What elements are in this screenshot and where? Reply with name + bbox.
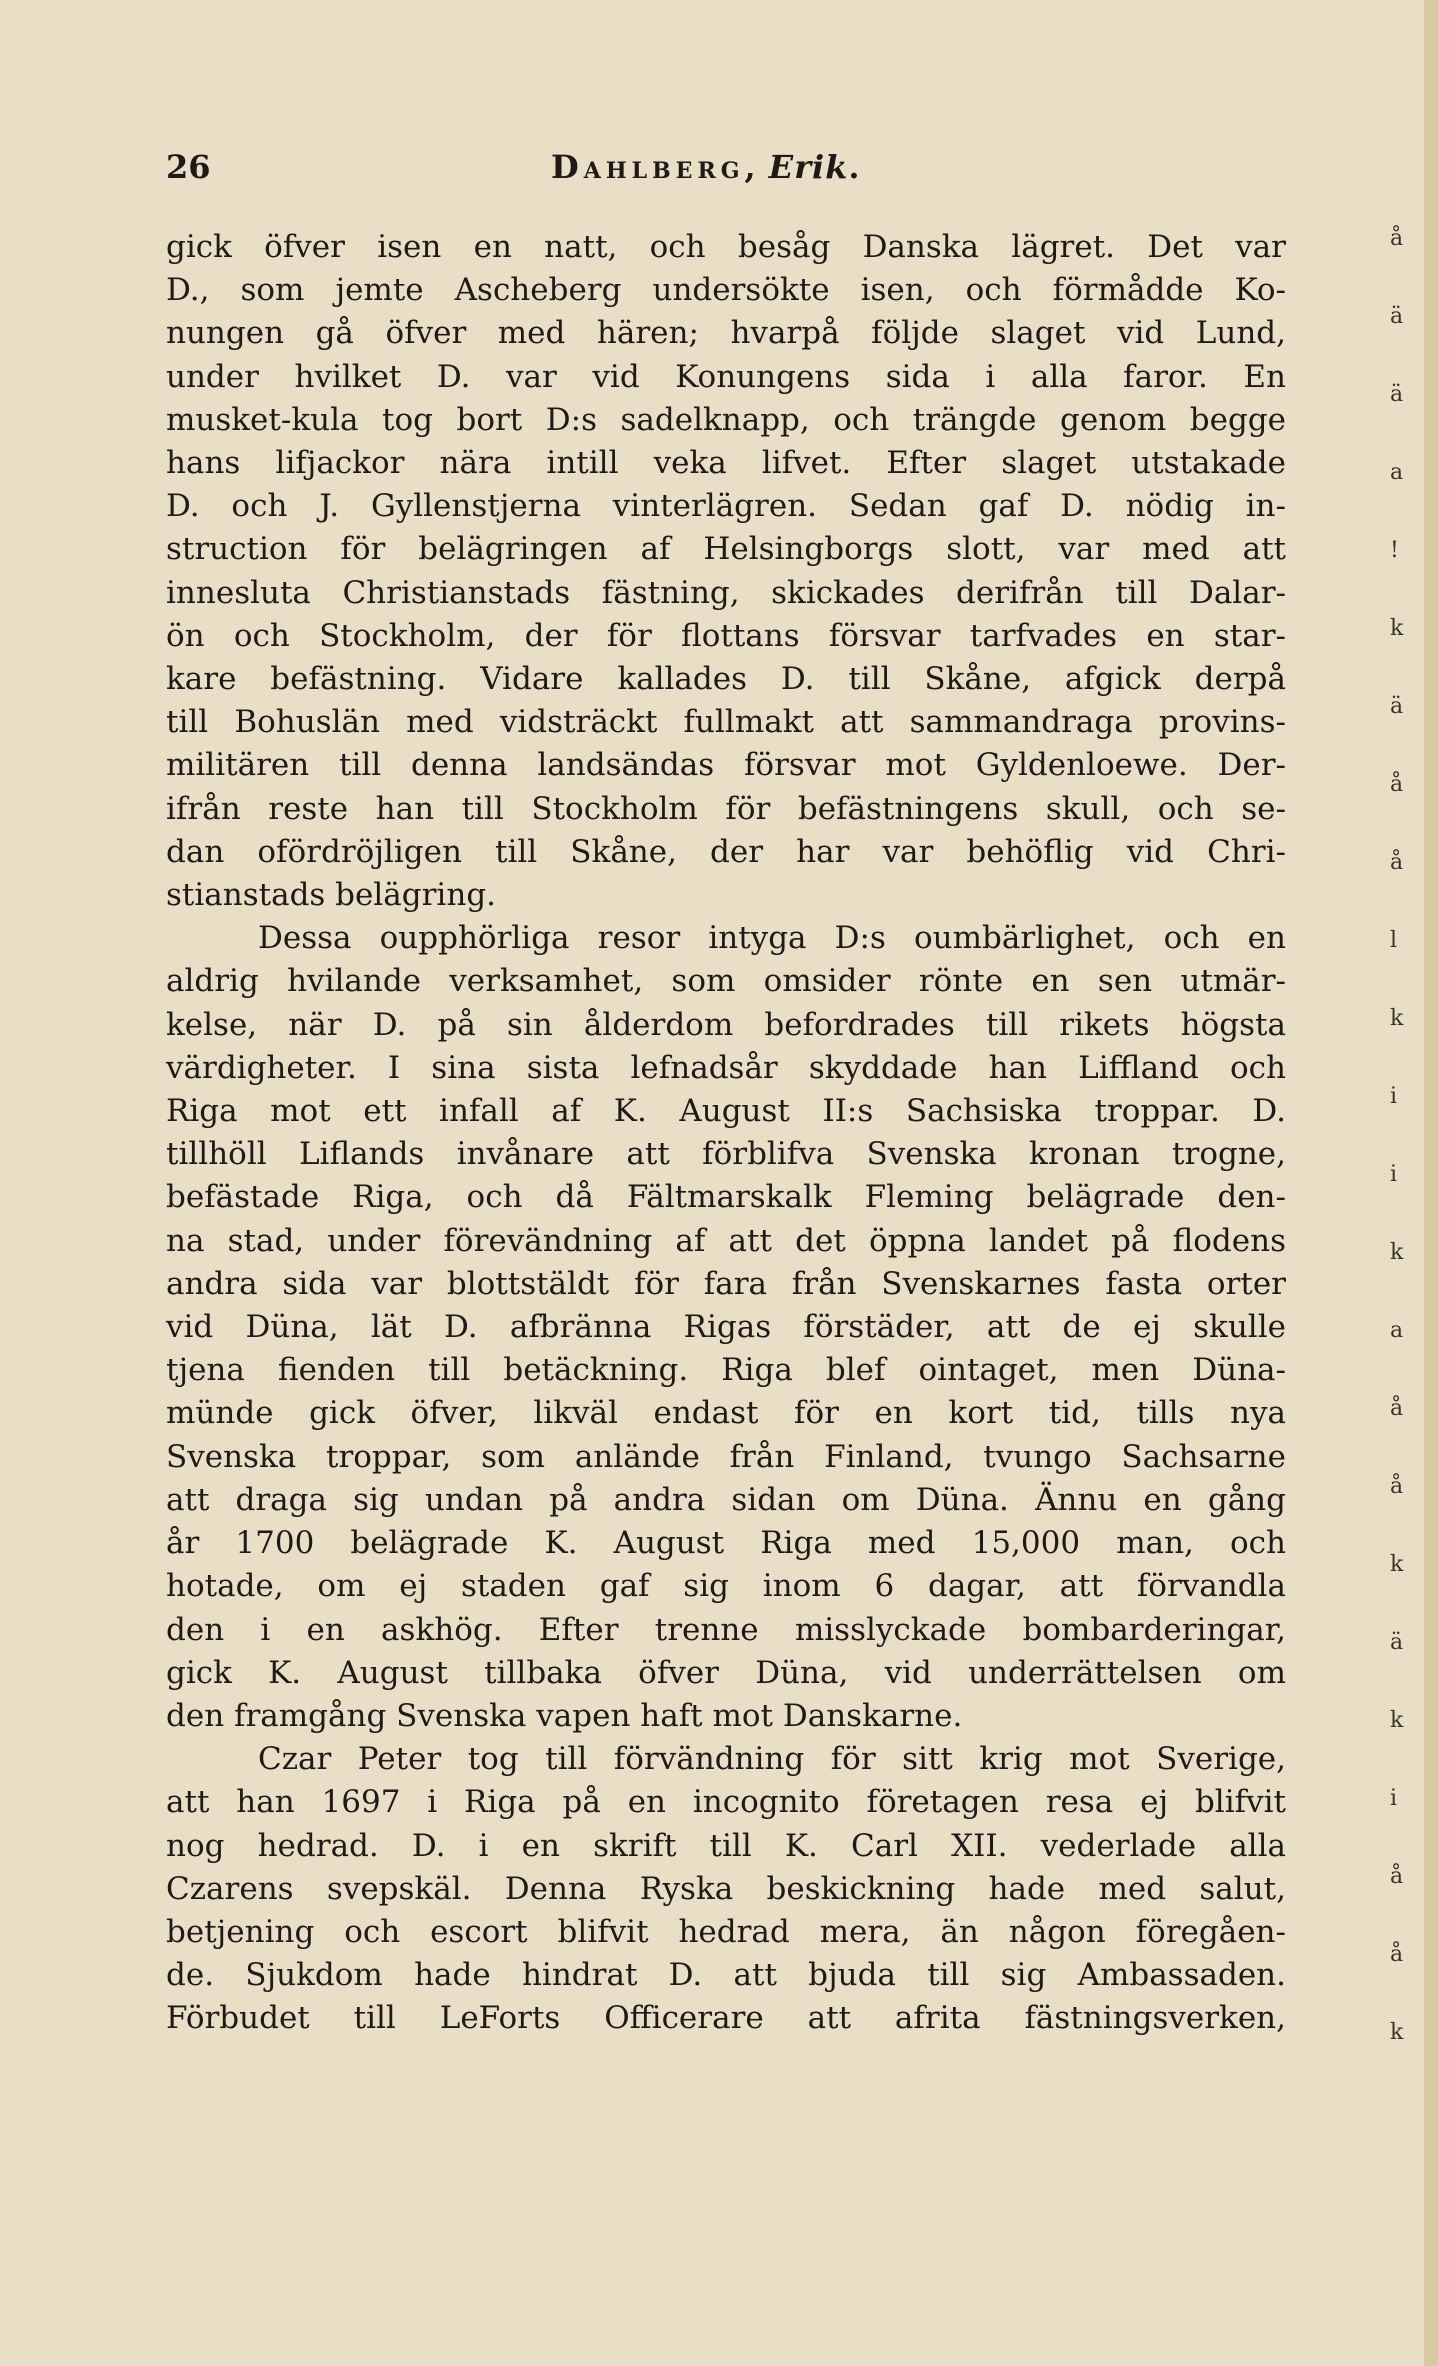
text-line: ön och Stockholm, der för flottans försvar tarfvades en star- xyxy=(166,617,1286,654)
text-line: gick K. August tillbaka öfver Düna, vid underrättelsen om xyxy=(166,1654,1286,1691)
text-line: vid Düna, lät D. afbränna Rigas förstäder, att de ej skulle xyxy=(166,1309,1286,1346)
text-line: under hvilket D. var vid Konungens sida i alla faror. En xyxy=(166,358,1286,395)
text-line: Czar Peter tog till förvändning för sitt krig mot Sverige, xyxy=(258,1741,1286,1778)
text-line: den framgång Svenska vapen haft mot Danskarne. xyxy=(166,1697,963,1734)
page-spine xyxy=(1424,0,1438,2366)
text-line: den i en askhög. Efter trenne misslyckade bombarderingar, xyxy=(166,1611,1286,1648)
text-line: år 1700 belägrade K. August Riga med 15,000 man, och xyxy=(166,1525,1286,1562)
text-line: hans lifjackor nära intill veka lifvet. Efter slaget utstakade xyxy=(166,445,1286,482)
margin-fragment: k xyxy=(1390,2020,1404,2045)
adjacent-page-fragments xyxy=(1390,200,1424,2100)
text-line: andra sida var blottstäldt för fara från Svenskarnes fasta orter xyxy=(166,1265,1286,1302)
text-line: hotade, om ej staden gaf sig inom 6 dagar, att förvandla xyxy=(166,1568,1286,1605)
running-title-given-name: Erik xyxy=(768,148,849,186)
margin-fragment: å xyxy=(1390,1396,1404,1421)
text-line: befästade Riga, och då Fältmarskalk Fleming belägrade den- xyxy=(166,1179,1286,1216)
text-line: nungen gå öfver med hären; hvarpå följde slaget vid Lund, xyxy=(166,315,1286,352)
text-line: att han 1697 i Riga på en incognito företagen resa ej blifvit xyxy=(166,1784,1286,1821)
text-line: stianstads belägring. xyxy=(166,877,497,914)
margin-fragment: a xyxy=(1390,1318,1404,1343)
margin-fragment: i xyxy=(1390,1162,1398,1187)
page-number: 26 xyxy=(166,148,211,186)
text-line: Svenska troppar, som anlände från Finland, tvungo Sachsarne xyxy=(166,1438,1286,1475)
text-line: tillhöll Liflands invånare att förblifva Svenska kronan trogne, xyxy=(166,1136,1286,1173)
text-line: de. Sjukdom hade hindrat D. att bjuda till sig Ambassaden. xyxy=(166,1957,1286,1994)
margin-fragment: l xyxy=(1390,928,1398,953)
text-line: till Bohuslän med vidsträckt fullmakt att sammandraga provins- xyxy=(166,704,1286,741)
text-line: Förbudet till LeForts Officerare att afrita fästningsverken, xyxy=(166,2000,1286,2037)
body-text xyxy=(166,226,1286,2041)
margin-fragment: k xyxy=(1390,1552,1404,1577)
text-line: struction för belägringen af Helsingborgs slott, var med att xyxy=(166,531,1286,568)
text-line: D. och J. Gyllenstjerna vinterlägren. Sedan gaf D. nödig in- xyxy=(166,488,1286,525)
margin-fragment: ä xyxy=(1390,382,1404,407)
text-line: dan ofördröjligen till Skåne, der har var behöflig vid Chri- xyxy=(166,833,1286,870)
margin-fragment: ä xyxy=(1390,304,1404,329)
text-line: värdigheter. I sina sista lefnadsår skyddade han Liffland och xyxy=(166,1049,1286,1086)
margin-fragment: å xyxy=(1390,772,1404,797)
text-line: aldrig hvilande verksamhet, som omsider rönte en sen utmär- xyxy=(166,963,1286,1000)
margin-fragment: k xyxy=(1390,616,1404,641)
text-line: gick öfver isen en natt, och besåg Danska lägret. Det var xyxy=(166,229,1286,265)
margin-fragment: ä xyxy=(1390,694,1404,719)
margin-fragment: å xyxy=(1390,1474,1404,1499)
margin-fragment: å xyxy=(1390,1942,1404,1967)
running-title: Dahlberg, Erik. xyxy=(551,148,861,186)
running-title-surname: Dahlberg xyxy=(551,148,745,186)
text-line: Czarens svepskäl. Denna Ryska beskickning hade med salut, xyxy=(166,1870,1286,1907)
margin-fragment: ! xyxy=(1390,538,1399,563)
margin-fragment: å xyxy=(1390,850,1404,875)
text-line: ifrån reste han till Stockholm för befästningens skull, och se- xyxy=(166,790,1286,827)
text-line: D., som jemte Ascheberg undersökte isen, och förmådde Ko- xyxy=(166,272,1286,309)
text-line: tjena fienden till betäckning. Riga blef ointaget, men Düna- xyxy=(166,1352,1286,1389)
margin-fragment: k xyxy=(1390,1006,1404,1031)
text-line: Dessa oupphörliga resor intyga D:s oumbärlighet, och en xyxy=(258,920,1286,957)
text-line: att draga sig undan på andra sidan om Düna. Ännu en gång xyxy=(166,1481,1286,1518)
text-line: kelse, när D. på sin ålderdom befordrades till rikets högsta xyxy=(166,1006,1286,1043)
margin-fragment: k xyxy=(1390,1708,1404,1733)
text-line: münde gick öfver, likväl endast för en kort tid, tills nya xyxy=(166,1395,1286,1432)
margin-fragment: a xyxy=(1390,460,1404,485)
margin-fragment: i xyxy=(1390,1084,1398,1109)
text-line: musket-kula tog bort D:s sadelknapp, och trängde genom begge xyxy=(166,401,1286,438)
margin-fragment: å xyxy=(1390,1864,1404,1889)
margin-fragment: å xyxy=(1390,226,1404,251)
margin-fragment: ä xyxy=(1390,1630,1404,1655)
text-line: na stad, under förevändning af att det öppna landet på flodens xyxy=(166,1222,1286,1259)
margin-fragment: i xyxy=(1390,1786,1398,1811)
text-line: nog hedrad. D. i en skrift till K. Carl XII. vederlade alla xyxy=(166,1827,1286,1864)
text-line: militären till denna landsändas försvar mot Gyldenloewe. Der- xyxy=(166,747,1286,784)
margin-fragment: k xyxy=(1390,1240,1404,1265)
text-line: inneslutа Christianstads fästning, skickades derifrån till Dalar- xyxy=(166,574,1286,611)
page-header xyxy=(166,148,1286,200)
text-line: betjening och escort blifvit hedrad mera, än någon föregåen- xyxy=(166,1913,1286,1950)
text-line: kare befästning. Vidare kallades D. till Skåne, afgick derpå xyxy=(166,661,1286,698)
text-line: Riga mot ett infall af K. August II:s Sachsiska troppar. D. xyxy=(166,1093,1286,1130)
